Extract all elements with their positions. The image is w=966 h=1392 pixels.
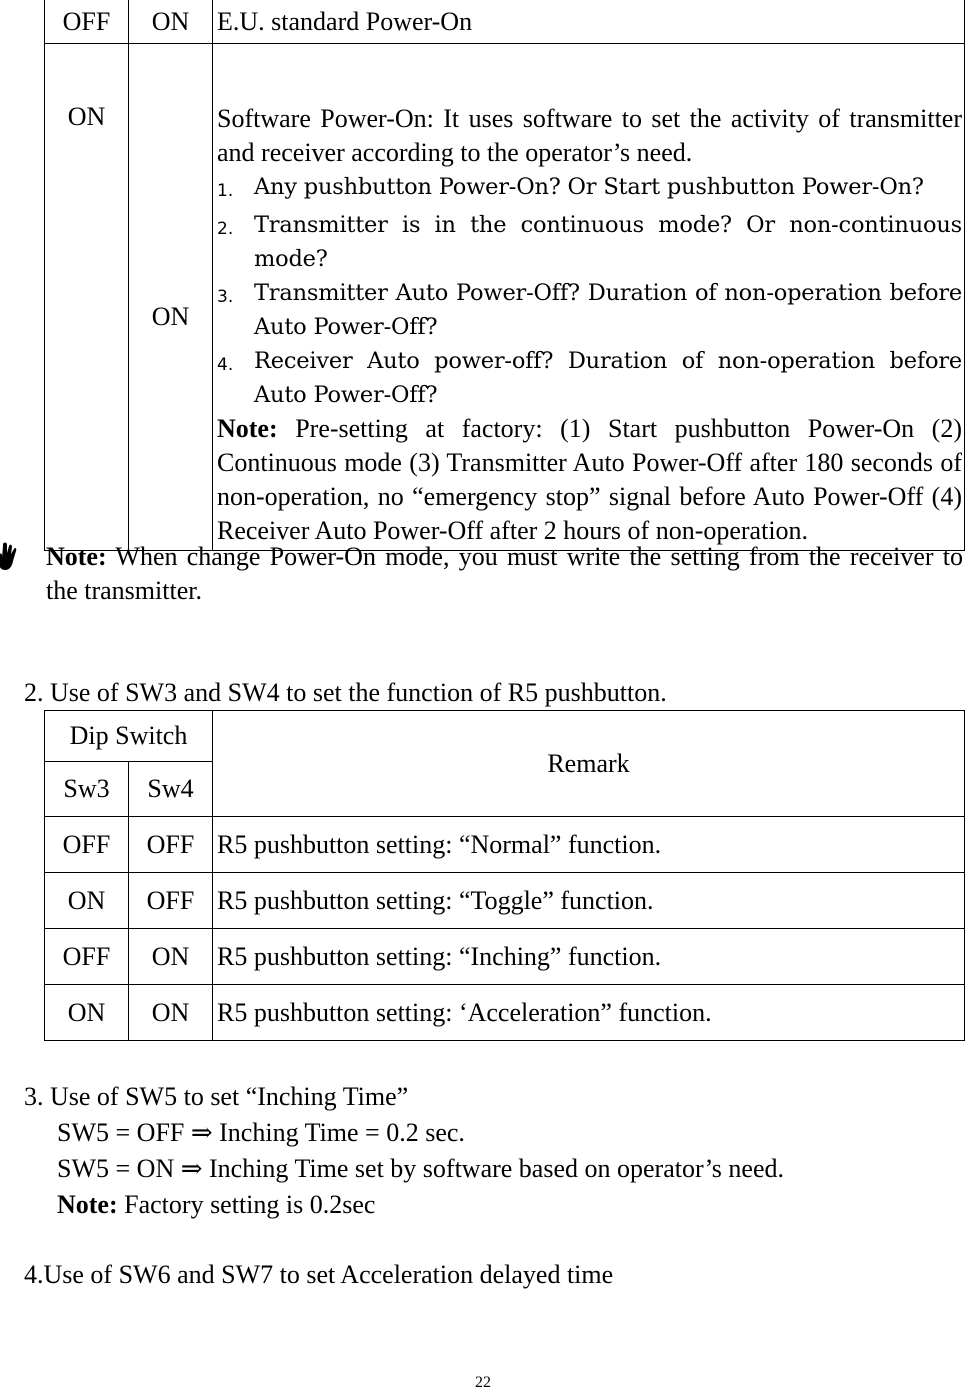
sw3-cell: OFF [45, 929, 129, 985]
table-row [45, 929, 965, 985]
table-row [45, 817, 965, 873]
list-item: 4. Receiver Auto power-off? Duration of non-operation before Auto Power-Off? [217, 348, 962, 408]
dip-switch-header: Dip Switch [45, 711, 213, 762]
sw4-cell: OFF [129, 873, 213, 929]
sw4-cell: ON [129, 929, 213, 985]
remark-cell [213, 44, 965, 551]
sw3-cell: ON [45, 873, 129, 929]
table-row [45, 44, 965, 551]
section-4-heading: 4.Use of SW6 and SW7 to set Acceleration delayed time [24, 1260, 614, 1289]
section-2-heading: 2. Use of SW3 and SW4 to set the function of R5 pushbutton. [24, 678, 667, 707]
factory-setting-note: Note: Factory setting is 0.2sec [57, 1190, 376, 1219]
power-on-table [44, 0, 965, 551]
sw1-cell: OFF [45, 0, 129, 44]
sw1-cell: ON [45, 44, 129, 551]
sw4-cell: OFF [129, 817, 213, 873]
remark-cell: R5 pushbutton setting: “Toggle” function. [213, 873, 965, 929]
sw5-on-line: SW5 = ON ⇒ Inching Time set by software based on operator’s need. [57, 1154, 785, 1183]
list-item: 1. Any pushbutton Power-On? Or Start pushbutton Power-On? [217, 174, 924, 201]
power-on-mode-note: Note: When change Power-On mode, you must write the setting from the receiver to the transmitter. [46, 542, 963, 605]
sw4-cell: ON [129, 985, 213, 1041]
remark-cell: E.U. standard Power-On [213, 0, 965, 44]
pointing-hand-icon [0, 542, 19, 572]
sw5-off-line: SW5 = OFF ⇒ Inching Time = 0.2 sec. [57, 1118, 465, 1147]
table-row [45, 873, 965, 929]
sw2-cell: ON [129, 0, 213, 44]
page-number: 22 [475, 1374, 491, 1391]
section-3-heading: 3. Use of SW5 to set “Inching Time” [24, 1082, 409, 1111]
sw3-cell: OFF [45, 817, 129, 873]
software-options-list [217, 170, 962, 412]
remark-cell: R5 pushbutton setting: ‘Acceleration” function. [213, 985, 965, 1041]
remark-cell: R5 pushbutton setting: “Inching” function. [213, 929, 965, 985]
sw4-header: Sw4 [129, 762, 213, 817]
remark-header: Remark [213, 711, 965, 817]
software-power-on-intro: Software Power-On: It uses software to set the activity of transmitter and receiver according to the operator’s need. [217, 104, 962, 167]
sw3-cell: ON [45, 985, 129, 1041]
r5-pushbutton-table [44, 710, 965, 1041]
list-item: 3. Transmitter Auto Power-Off? Duration of non-operation before Auto Power-Off? [217, 280, 962, 340]
table-row [45, 0, 965, 44]
table-header-row [45, 711, 965, 762]
remark-cell: R5 pushbutton setting: “Normal” function. [213, 817, 965, 873]
sw3-header: Sw3 [45, 762, 129, 817]
list-item: 2. Transmitter is in the continuous mode? Or non-continuous mode? [217, 212, 962, 272]
factory-preset-note: Note: Pre-setting at factory: (1) Start pushbutton Power-On (2) Continuous mode (3) Transmitter Auto Power-Off after 180 seconds of non-operation, no “emergency stop” signal before Auto Power-Off (4) Receiver Auto Power-Off after 2 hours of non-operation. [217, 414, 962, 545]
sw2-cell: ON [129, 44, 213, 551]
table-row [45, 985, 965, 1041]
